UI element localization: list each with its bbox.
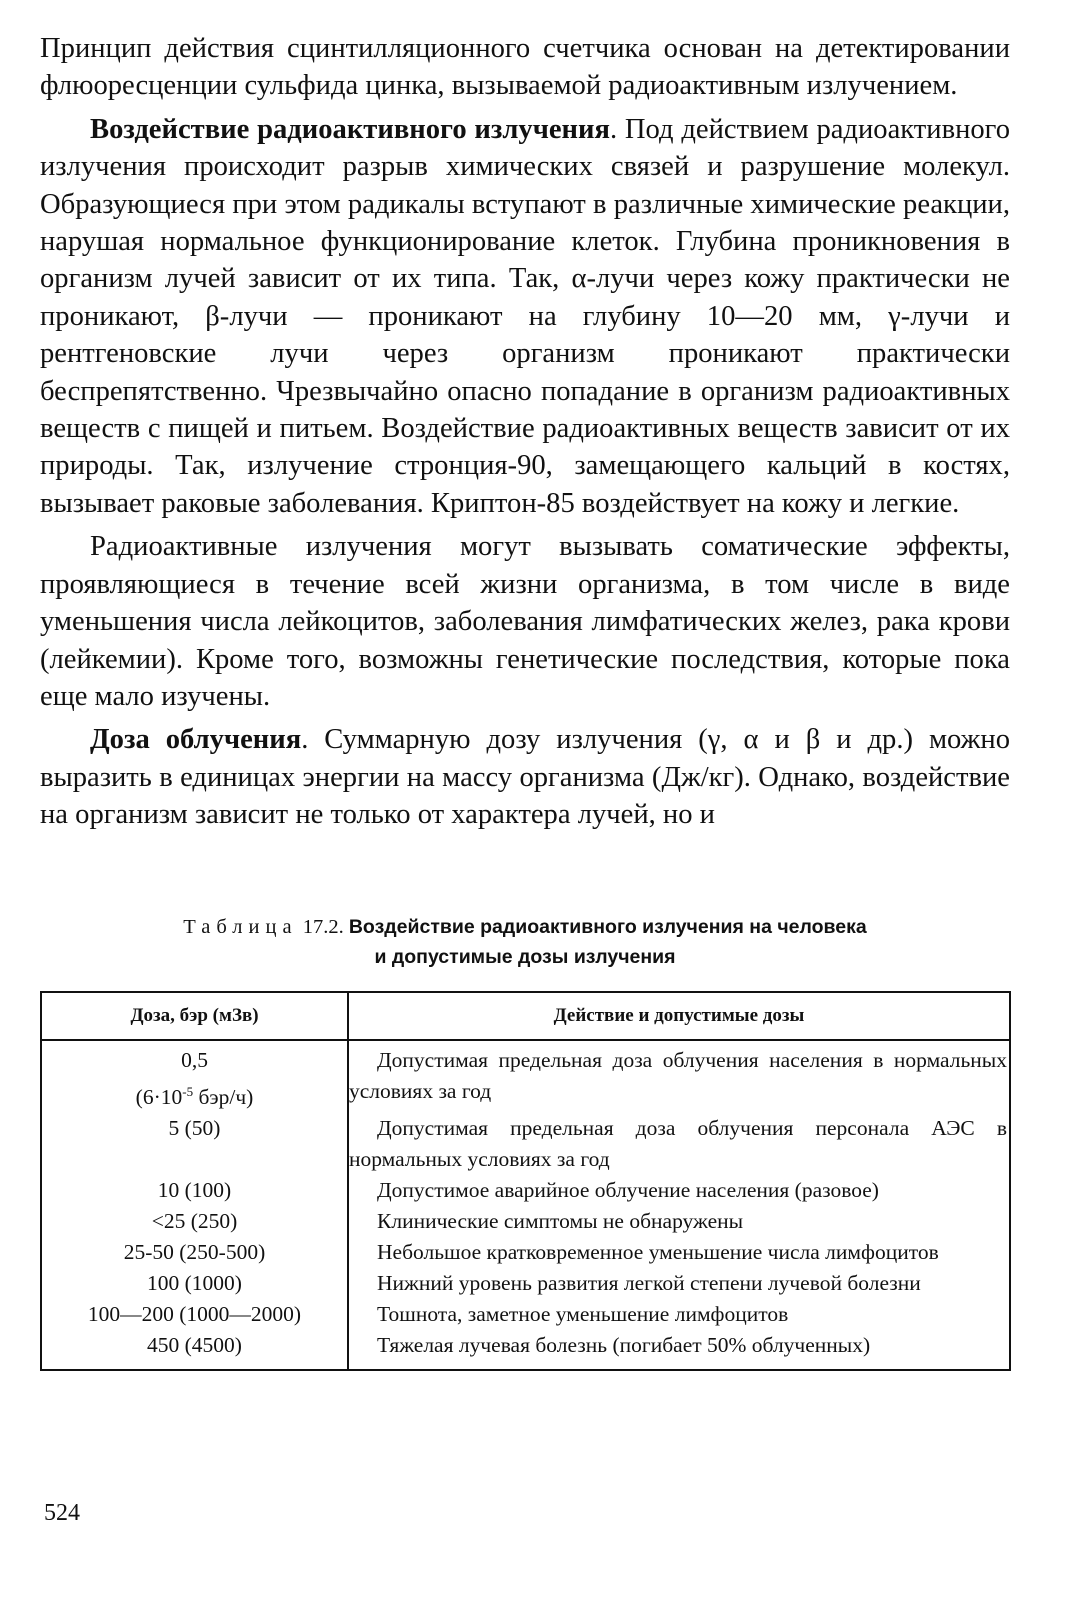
paragraph-radiation-effects — [40, 111, 1010, 522]
table-row — [41, 1330, 1010, 1370]
table-row — [41, 1268, 1010, 1299]
dose-rate-exponent: -5 — [182, 1084, 194, 1099]
effect-text: Тяжелая лучевая болезнь (погибает 50% облученных) — [377, 1333, 871, 1358]
effect-cell — [348, 1268, 1010, 1299]
table-row — [41, 1040, 1010, 1113]
paragraph-scintillation — [40, 30, 1010, 105]
effect-cell — [348, 1330, 1010, 1370]
paragraph-text: Радиоактивные излучения могут вызывать соматические эффекты, проявляющиеся в течение всей жизни организма, в том числе в виде уменьшения числа лейкоцитов, заболевания лимфатических желез, рака крови (лейкемии). Кроме того, возможны генетические последствия, которые пока еще мало изучены. — [40, 531, 1010, 712]
dose-cell: 450 (4500) — [41, 1330, 348, 1370]
table-row — [41, 1237, 1010, 1268]
effect-text: Допустимая предельная доза облучения персонала АЭС в нормальных условиях за год — [349, 1116, 1007, 1172]
table-row — [41, 1113, 1010, 1175]
effect-text: Допустимая предельная доза облучения населения в нормальных условиях за год — [349, 1048, 1007, 1103]
dose-cell: 5 (50) — [41, 1113, 348, 1175]
effect-cell — [348, 1206, 1010, 1237]
table-row — [41, 1206, 1010, 1237]
dose-table — [40, 991, 1011, 1371]
section-heading-radiation-effects: Воздействие радиоактивного излучения — [90, 113, 610, 145]
section-heading-dose: Доза облучения — [90, 724, 302, 756]
effect-cell — [348, 1040, 1010, 1113]
effect-text: Тошнота, заметное уменьшение лимфоцитов — [377, 1302, 789, 1327]
effect-cell — [348, 1175, 1010, 1206]
page-number: 524 — [44, 1500, 80, 1526]
effect-cell — [348, 1299, 1010, 1330]
effect-text: Небольшое кратковременное уменьшение числа лимфоцитов — [377, 1240, 939, 1265]
caption-title-2: и допустимые дозы излучения — [374, 946, 676, 968]
effect-text: Клинические симптомы не обнаружены — [377, 1209, 744, 1234]
body-text — [40, 30, 1010, 834]
paragraph-text: Принцип действия сцинтилляционного счетчика основан на детектировании флюоресценции сульфида цинка, вызываемой радиоактивным излучением. — [40, 33, 1010, 102]
header-effect: Действие и допустимые дозы — [348, 992, 1010, 1040]
dose-cell: 10 (100) — [41, 1175, 348, 1206]
table-row — [41, 1299, 1010, 1330]
dose-cell: 100—200 (1000—2000) — [41, 1299, 348, 1330]
table-caption — [40, 912, 1010, 972]
caption-line-1 — [40, 912, 1010, 942]
paragraph-somatic-effects — [40, 528, 1010, 715]
table-header-row — [41, 992, 1010, 1040]
paragraph-text: . Под действием радиоактивного излучения происходит разрыв химических связей и разрушение молекул. Образующиеся при этом радикалы вступают в различные химические реакции, нарушая нормальное функционирование клеток. Глубина проникновения в организм лучей зависит от их типа. Так, α-лучи через кожу практически не проникают, β-лучи — проникают на глубину 10—20 мм, γ-лучи и рентгеновские лучи через организм проникают практически беспрепятственно. Чрезвычайно опасно попадание в организм радиоактивных веществ с пищей и питьем. Воздействие радиоактивных веществ зависит от их природы. Так, излучение стронция-90, замещающего кальций в костях, вызывает раковые заболевания. Криптон-85 воздействует на кожу и легкие. — [40, 113, 1010, 519]
header-dose: Доза, бэр (мЗв) — [41, 992, 348, 1040]
caption-number: 17.2. — [302, 916, 344, 938]
caption-title-1: Воздействие радиоактивного излучения на человека — [348, 916, 867, 938]
effect-cell — [348, 1237, 1010, 1268]
dose-cell: <25 (250) — [41, 1206, 348, 1237]
paragraph-dose — [40, 721, 1010, 833]
effect-text: Допустимое аварийное облучение населения (разовое) — [377, 1178, 879, 1203]
effect-cell — [348, 1113, 1010, 1175]
dose-rate-base: (6·10 — [135, 1085, 183, 1110]
paragraph-text: . Суммарную дозу излучения (γ, α и β и др.) можно выразить в единицах энергии на массу организма (Дж/кг). Однако, воздействие на организм зависит не только от характера лучей, но и — [40, 724, 1010, 831]
table-row — [41, 1175, 1010, 1206]
dose-rate-unit: бэр/ч) — [193, 1085, 254, 1110]
dose-value: 0,5 — [181, 1048, 208, 1072]
effect-text: Нижний уровень развития легкой степени лучевой болезни — [377, 1271, 921, 1296]
caption-line-2 — [40, 942, 1010, 972]
dose-cell: 100 (1000) — [41, 1268, 348, 1299]
dose-cell: 25-50 (250-500) — [41, 1237, 348, 1268]
dose-cell — [41, 1040, 348, 1113]
dose-rate — [42, 1076, 347, 1113]
caption-label: Таблица — [183, 916, 298, 938]
